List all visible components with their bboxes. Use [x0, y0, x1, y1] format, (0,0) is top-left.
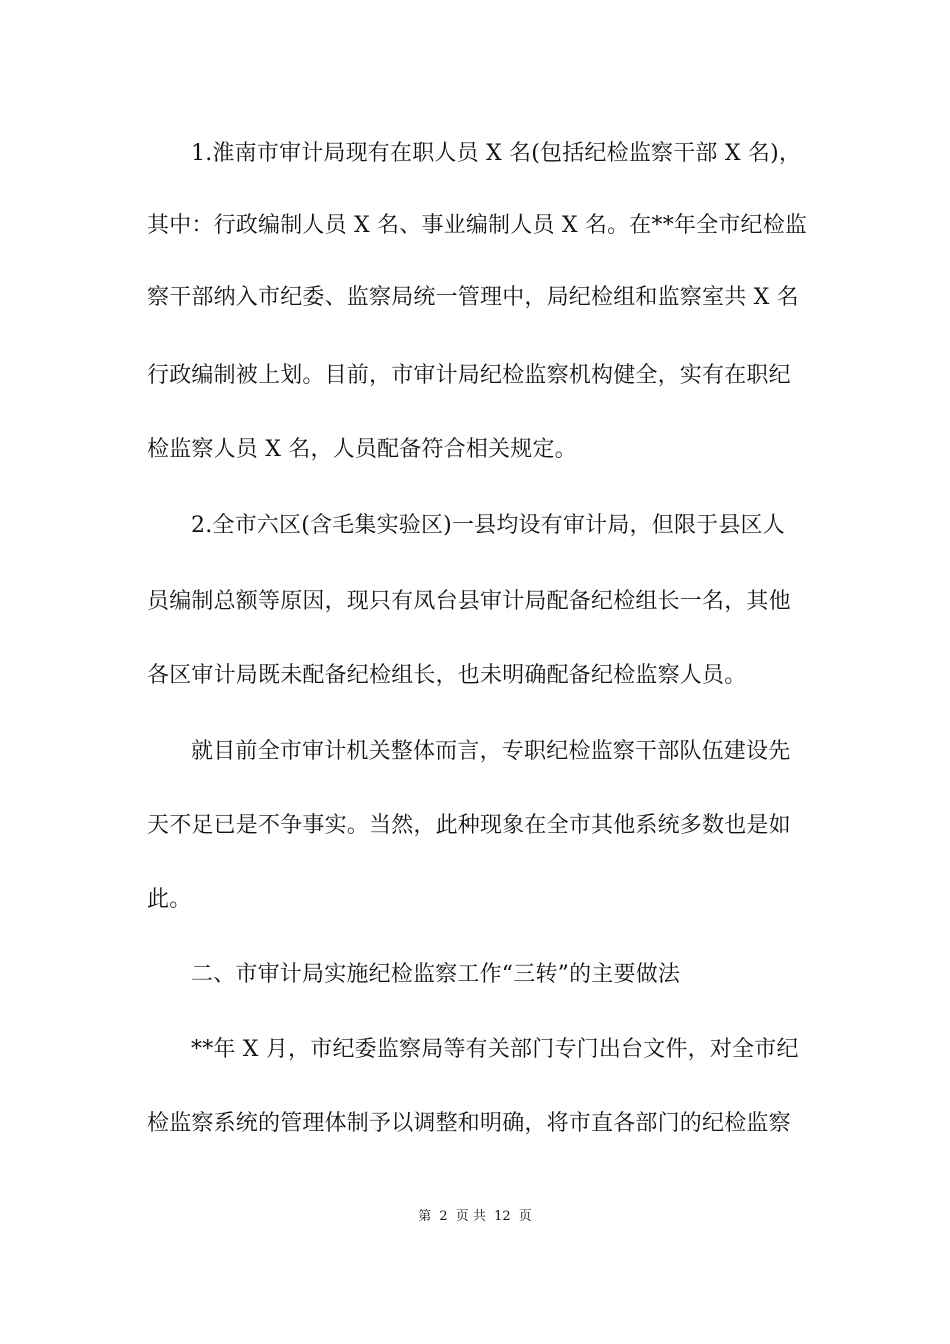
paragraph-5-line-1: **年 X 月，市纪委监察局等有关部门专门出台文件，对全市纪 [191, 1037, 799, 1062]
page-footer [0, 1208, 950, 1226]
paragraph-1-line-3: 察干部纳入市纪委、监察局统一管理中，局纪检组和监察室共 X 名 [147, 285, 799, 310]
paragraph-1-line-1: 1.淮南市审计局现有在职人员 X 名(包括纪检监察干部 X 名)， [191, 141, 802, 166]
footer-total-pages: 12 [494, 1209, 511, 1224]
paragraph-1-line-4: 行政编制被上划。目前，市审计局纪检监察机构健全，实有在职纪 [147, 363, 791, 388]
footer-current-page: 2 [439, 1209, 448, 1224]
paragraph-5-line-2: 检监察系统的管理体制予以调整和明确，将市直各部门的纪检监察 [147, 1111, 791, 1136]
footer-prefix: 第 [418, 1209, 432, 1224]
paragraph-1-line-5: 检监察人员 X 名，人员配备符合相关规定。 [147, 437, 577, 462]
footer-middle: 页 共 [455, 1209, 486, 1224]
paragraph-2-line-3: 各区审计局既未配备纪检组长，也未明确配备纪检监察人员。 [147, 663, 747, 688]
paragraph-3-line-1: 就目前全市审计机关整体而言，专职纪检监察干部队伍建设先 [191, 739, 791, 764]
section-heading: 二、市审计局实施纪检监察工作“三转”的主要做法 [191, 962, 681, 987]
paragraph-2-line-1: 2.全市六区(含毛集实验区)一县均设有审计局，但限于县区人 [191, 513, 785, 538]
paragraph-2-line-2: 员编制总额等原因，现只有凤台县审计局配备纪检组长一名，其他 [147, 589, 791, 614]
paragraph-3-line-2: 天不足已是不争事实。当然，此种现象在全市其他系统多数也是如 [147, 813, 791, 838]
footer-suffix: 页 [518, 1209, 532, 1224]
paragraph-3-line-3: 此。 [147, 887, 192, 912]
paragraph-1-line-2: 其中：行政编制人员 X 名、事业编制人员 X 名。在**年全市纪检监 [147, 213, 808, 238]
